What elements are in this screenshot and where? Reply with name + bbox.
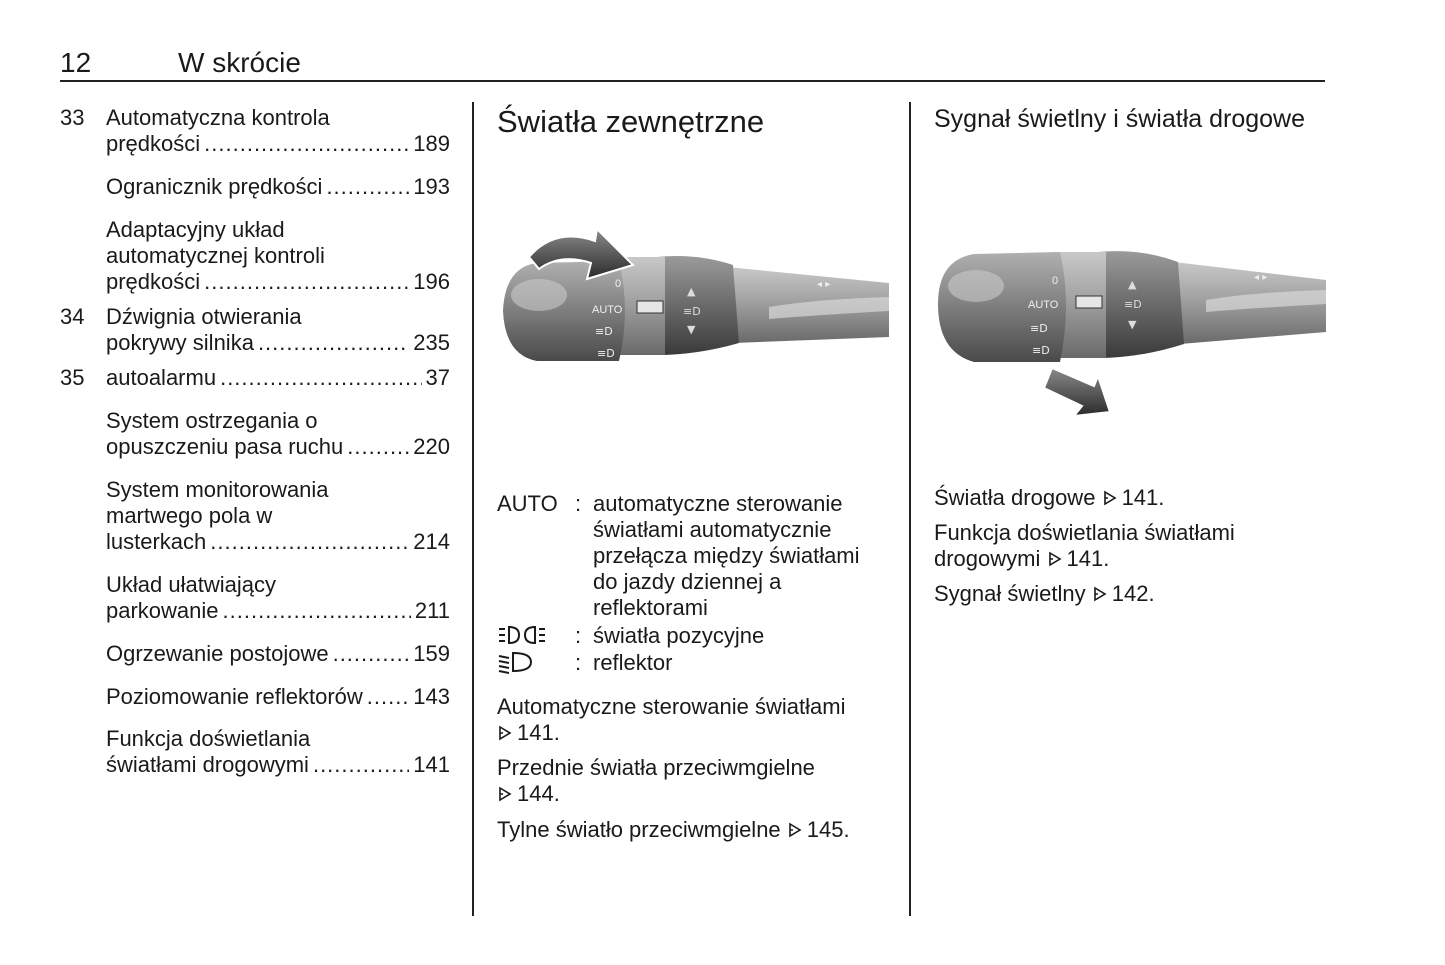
label-sym2: ≡D <box>597 347 615 360</box>
toc-page: 37 <box>425 365 450 390</box>
leader-dots <box>367 684 410 710</box>
page-ref-icon <box>1102 490 1118 506</box>
low-beam-icon <box>497 650 537 680</box>
knob-highlight <box>511 279 567 311</box>
toc-entry[interactable] <box>106 477 450 555</box>
leader-dots <box>333 641 410 667</box>
leader-dots <box>204 269 409 295</box>
position-marker <box>637 301 663 313</box>
toc-line: System monitorowania <box>106 477 329 502</box>
toc-entry[interactable] <box>106 365 450 391</box>
toc-page: 235 <box>413 330 450 355</box>
ref-auto-light-control[interactable] <box>497 694 897 746</box>
section-title-exterior-lights: Światła zewnętrzne <box>497 104 765 139</box>
ref-text: Funkcja doświetlania światłami drogowymi <box>934 520 1235 571</box>
toc-line: światłami drogowymi <box>106 752 309 777</box>
page-number: 12 <box>60 47 92 78</box>
legend-line: automatyczne sterowanie <box>593 491 843 516</box>
toc-line: Układ ułatwiający <box>106 572 276 597</box>
legend-desc: światła pozycyjne <box>593 623 765 648</box>
legend-line: reflektorami <box>593 595 708 620</box>
leader-dots <box>347 434 409 460</box>
shaft-arrows: ◂ ▸ <box>1254 272 1268 283</box>
leader-dots <box>313 752 409 778</box>
ref-page: 141. <box>517 720 560 745</box>
label-fog-down: ▼ <box>1128 318 1137 331</box>
legend-auto <box>497 491 897 626</box>
toc-entry[interactable] <box>106 217 450 295</box>
toc-entry[interactable] <box>106 572 450 624</box>
legend-side-lights <box>497 623 897 649</box>
label-fog: ≡D <box>1124 298 1142 311</box>
leader-dots <box>220 365 421 391</box>
ref-text: Sygnał świetlny <box>934 581 1086 606</box>
label-fog-up: ▲ <box>687 285 696 298</box>
toc-line: Automatyczna kontrola <box>106 105 330 130</box>
legend-colon: : <box>575 623 582 648</box>
legend-low-beam <box>497 650 897 676</box>
side-lights-icon <box>497 623 549 653</box>
ref-text: Przednie światła przeciwmgielne <box>497 755 815 780</box>
ref-rear-fog[interactable] <box>497 817 897 843</box>
label-fog-down: ▼ <box>687 323 696 336</box>
toc-line: Ogrzewanie postojowe <box>106 641 329 666</box>
label-zero: 0 <box>615 278 622 290</box>
shaft-arrows: ◂ ▸ <box>817 279 831 290</box>
toc-page: 211 <box>414 598 450 623</box>
ref-text: Automatyczne sterowanie światłami <box>497 694 846 719</box>
section-title-signal: Sygnał świetlny i światła drogowe <box>934 105 1306 133</box>
label-auto: AUTO <box>1028 299 1059 311</box>
legend-key: AUTO <box>497 491 558 516</box>
column-divider-2 <box>909 102 911 916</box>
legend-desc: reflektor <box>593 650 673 675</box>
label-sym1: ≡D <box>1030 322 1048 335</box>
legend-line: przełącza między światłami <box>593 543 860 568</box>
legend-desc <box>593 491 893 621</box>
ref-page: 141. <box>1121 485 1165 510</box>
toc-page: 189 <box>413 131 450 156</box>
leader-dots <box>258 330 409 356</box>
lever-figure-exterior <box>497 215 889 380</box>
toc-line: Funkcja doświetlania <box>106 726 311 751</box>
ref-front-fog[interactable] <box>497 755 897 807</box>
leader-dots <box>204 131 409 157</box>
toc-line: autoalarmu <box>106 365 217 390</box>
toc-entry[interactable] <box>106 105 450 157</box>
lever-figure-signal <box>934 240 1326 420</box>
header-rule <box>60 80 1325 82</box>
ref-high-beam-assist[interactable] <box>934 520 1324 572</box>
page-ref-icon <box>787 822 803 838</box>
label-zero: 0 <box>1052 275 1059 287</box>
page-ref-icon <box>1047 551 1063 567</box>
label-fog: ≡D <box>683 305 701 318</box>
toc-line: lusterkach <box>106 529 207 554</box>
page-ref-icon <box>1092 586 1108 602</box>
leader-dots <box>210 529 409 555</box>
toc-line: parkowanie <box>106 598 219 623</box>
ref-high-beam[interactable] <box>934 485 1324 511</box>
toc-line: Poziomowanie reflektorów <box>106 684 363 709</box>
toc-line: pokrywy silnika <box>106 330 254 355</box>
label-fog-up: ▲ <box>1128 278 1137 291</box>
toc-page: 193 <box>413 174 450 199</box>
toc-number: 34 <box>60 304 85 329</box>
knob-highlight <box>948 270 1004 302</box>
toc-entry[interactable] <box>106 641 450 667</box>
chapter-title: W skrócie <box>178 47 301 78</box>
leader-dots <box>326 174 409 200</box>
label-sym1: ≡D <box>595 325 613 338</box>
toc-line: prędkości <box>106 131 201 156</box>
toc-page: 159 <box>413 641 450 666</box>
label-sym2: ≡D <box>1032 344 1050 357</box>
label-auto: AUTO <box>592 304 623 316</box>
ref-page: 142. <box>1111 581 1155 606</box>
toc-line: Dźwignia otwierania <box>106 304 302 329</box>
ref-text: Światła drogowe <box>934 485 1096 510</box>
ref-flash-signal[interactable] <box>934 581 1324 607</box>
toc-line: Ogranicznik prędkości <box>106 174 323 199</box>
legend-colon: : <box>575 491 582 516</box>
ref-text: Tylne światło przeciwmgielne <box>497 817 781 842</box>
toc-page: 143 <box>413 684 450 709</box>
legend-line: światłami automatycznie <box>593 517 832 542</box>
ref-page: 144. <box>517 781 560 806</box>
toc-line: prędkości <box>106 269 201 294</box>
toc-number: 33 <box>60 105 85 130</box>
leader-dots <box>223 598 411 624</box>
toc-line: opuszczeniu pasa ruchu <box>106 434 344 459</box>
toc-entry[interactable] <box>106 684 450 710</box>
toc-page: 214 <box>413 529 450 554</box>
toc-line: automatycznej kontroli <box>106 243 325 268</box>
legend-colon: : <box>575 650 582 675</box>
page-ref-icon <box>497 725 513 741</box>
toc-number: 35 <box>60 365 85 390</box>
legend-line: do jazdy dziennej a <box>593 569 782 594</box>
page-ref-icon <box>497 786 513 802</box>
toc-entry[interactable] <box>106 408 450 460</box>
toc-line: martwego pola w <box>106 503 273 528</box>
toc-page: 196 <box>413 269 450 294</box>
pull-arrow <box>1044 368 1110 416</box>
toc-page: 220 <box>413 434 450 459</box>
ref-page: 145. <box>806 817 850 842</box>
toc-entry[interactable] <box>106 726 450 778</box>
toc-line: System ostrzegania o <box>106 408 318 433</box>
toc-entry[interactable] <box>106 304 450 356</box>
toc-line: Adaptacyjny układ <box>106 217 285 242</box>
toc-page: 141 <box>413 752 450 777</box>
column-divider-1 <box>472 102 474 916</box>
toc-entry[interactable] <box>106 174 450 200</box>
ref-page: 141. <box>1066 546 1110 571</box>
position-marker <box>1076 296 1102 308</box>
